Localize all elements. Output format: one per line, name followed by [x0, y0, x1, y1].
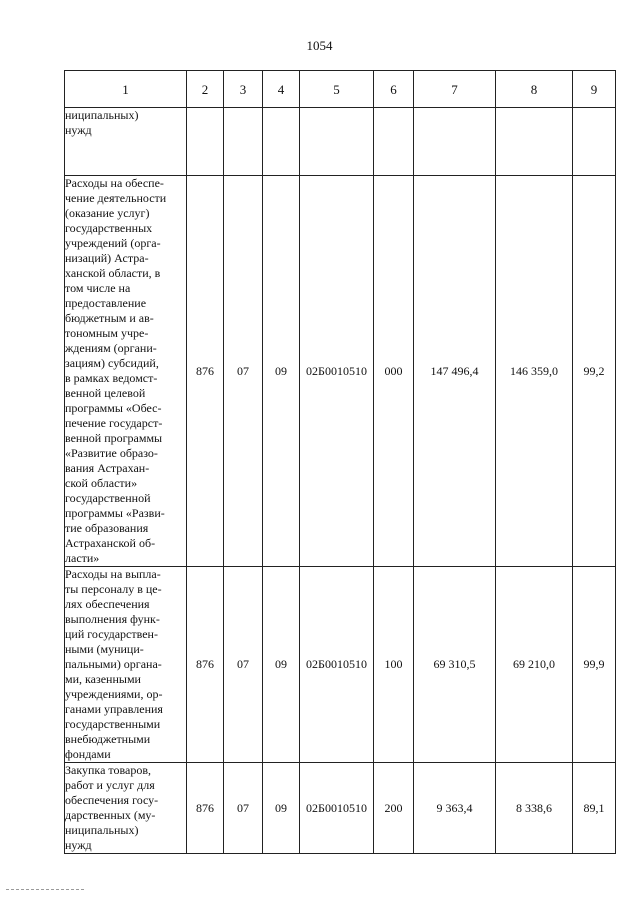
- admin-code-cell: 876: [187, 763, 224, 854]
- description-line: обеспечения госу-: [65, 793, 159, 807]
- table-row: [65, 567, 616, 763]
- header-cell-4: 4: [263, 71, 300, 108]
- section-cell: 07: [224, 567, 263, 763]
- description-line: учреждениями, ор-: [65, 687, 163, 701]
- expense-type-cell: 200: [374, 763, 414, 854]
- description-line: нужд: [65, 838, 92, 852]
- description-line: дарственных (му-: [65, 808, 156, 822]
- subsection-cell: [263, 108, 300, 176]
- target-article-cell: 02Б0010510: [300, 176, 374, 567]
- description-line: ханской области, в: [65, 266, 161, 280]
- description-line: ниципальных): [65, 108, 139, 122]
- subsection-cell: 09: [263, 763, 300, 854]
- description-line: том числе на: [65, 281, 131, 295]
- description-line: предоставление: [65, 296, 147, 310]
- description-line: программы «Разви-: [65, 506, 165, 520]
- description-line: государственной: [65, 491, 151, 505]
- description-line: пальными) органа-: [65, 657, 162, 671]
- description-line: фондами: [65, 747, 111, 761]
- admin-code-cell: 876: [187, 176, 224, 567]
- subsection-cell: 09: [263, 176, 300, 567]
- subsection-cell: 09: [263, 567, 300, 763]
- description-line: низаций) Астра-: [65, 251, 149, 265]
- approved-amount-cell: 69 310,5: [414, 567, 496, 763]
- description-line: бюджетным и ав-: [65, 311, 154, 325]
- expense-type-cell: [374, 108, 414, 176]
- approved-amount-cell: 147 496,4: [414, 176, 496, 567]
- header-cell-9: 9: [573, 71, 616, 108]
- expense-type-cell: 100: [374, 567, 414, 763]
- admin-code-cell: [187, 108, 224, 176]
- description-line: ждениям (органи-: [65, 341, 157, 355]
- approved-amount-cell: [414, 108, 496, 176]
- percent-cell: 99,9: [573, 567, 616, 763]
- description-line: Расходы на выпла-: [65, 567, 161, 581]
- header-cell-2: 2: [187, 71, 224, 108]
- description-line: Астраханской об-: [65, 536, 156, 550]
- budget-table: [64, 70, 616, 854]
- description-line: (оказание услуг): [65, 206, 150, 220]
- description-line: ными (муници-: [65, 642, 144, 656]
- expense-type-cell: 000: [374, 176, 414, 567]
- table-row: [65, 763, 616, 854]
- description-line: ниципальных): [65, 823, 139, 837]
- percent-cell: 89,1: [573, 763, 616, 854]
- description-line: государственными: [65, 717, 161, 731]
- description-line: Расходы на обеспе-: [65, 176, 164, 190]
- table-row: [65, 176, 616, 567]
- description-line: учреждений (орга-: [65, 236, 161, 250]
- approved-amount-cell: 9 363,4: [414, 763, 496, 854]
- admin-code-cell: 876: [187, 567, 224, 763]
- scan-artifact-line: [6, 889, 84, 891]
- description-line: государственных: [65, 221, 153, 235]
- description-line: ций государствен-: [65, 627, 158, 641]
- target-article-cell: 02Б0010510: [300, 763, 374, 854]
- description-line: венной программы: [65, 431, 163, 445]
- target-article-cell: [300, 108, 374, 176]
- description-line: ской области»: [65, 476, 138, 490]
- section-cell: 07: [224, 176, 263, 567]
- description-line: печение государст-: [65, 416, 163, 430]
- description-line: чение деятельности: [65, 191, 167, 205]
- executed-amount-cell: [496, 108, 573, 176]
- header-cell-3: 3: [224, 71, 263, 108]
- header-cell-6: 6: [374, 71, 414, 108]
- section-cell: [224, 108, 263, 176]
- header-cell-8: 8: [496, 71, 573, 108]
- description-line: лях обеспечения: [65, 597, 150, 611]
- description-line: «Развитие образо-: [65, 446, 158, 460]
- description-line: вания Астрахан-: [65, 461, 150, 475]
- description-line: венной целевой: [65, 386, 146, 400]
- description-line: ласти»: [65, 551, 100, 565]
- description-cell: [65, 176, 187, 567]
- description-line: тие образования: [65, 521, 149, 535]
- description-line: ганами управления: [65, 702, 163, 716]
- percent-cell: 99,2: [573, 176, 616, 567]
- section-cell: 07: [224, 763, 263, 854]
- executed-amount-cell: 8 338,6: [496, 763, 573, 854]
- header-cell-7: 7: [414, 71, 496, 108]
- target-article-cell: 02Б0010510: [300, 567, 374, 763]
- header-cell-5: 5: [300, 71, 374, 108]
- header-row: [65, 71, 616, 108]
- page-number: 1054: [306, 38, 333, 53]
- description-line: внебюджетными: [65, 732, 151, 746]
- description-line: выполнения функ-: [65, 612, 160, 626]
- description-line: тономным учре-: [65, 326, 149, 340]
- description-line: нужд: [65, 123, 92, 137]
- description-line: программы «Обес-: [65, 401, 162, 415]
- description-line: ты персоналу в це-: [65, 582, 162, 596]
- header-cell-1: 1: [65, 71, 187, 108]
- executed-amount-cell: 69 210,0: [496, 567, 573, 763]
- table-row: [65, 108, 616, 176]
- description-cell: [65, 763, 187, 854]
- description-line: ми, казенными: [65, 672, 141, 686]
- description-cell: [65, 567, 187, 763]
- description-line: в рамках ведомст-: [65, 371, 158, 385]
- description-line: работ и услуг для: [65, 778, 155, 792]
- executed-amount-cell: 146 359,0: [496, 176, 573, 567]
- percent-cell: [573, 108, 616, 176]
- description-line: Закупка товаров,: [65, 763, 151, 777]
- description-line: зациям) субсидий,: [65, 356, 159, 370]
- description-cell: [65, 108, 187, 176]
